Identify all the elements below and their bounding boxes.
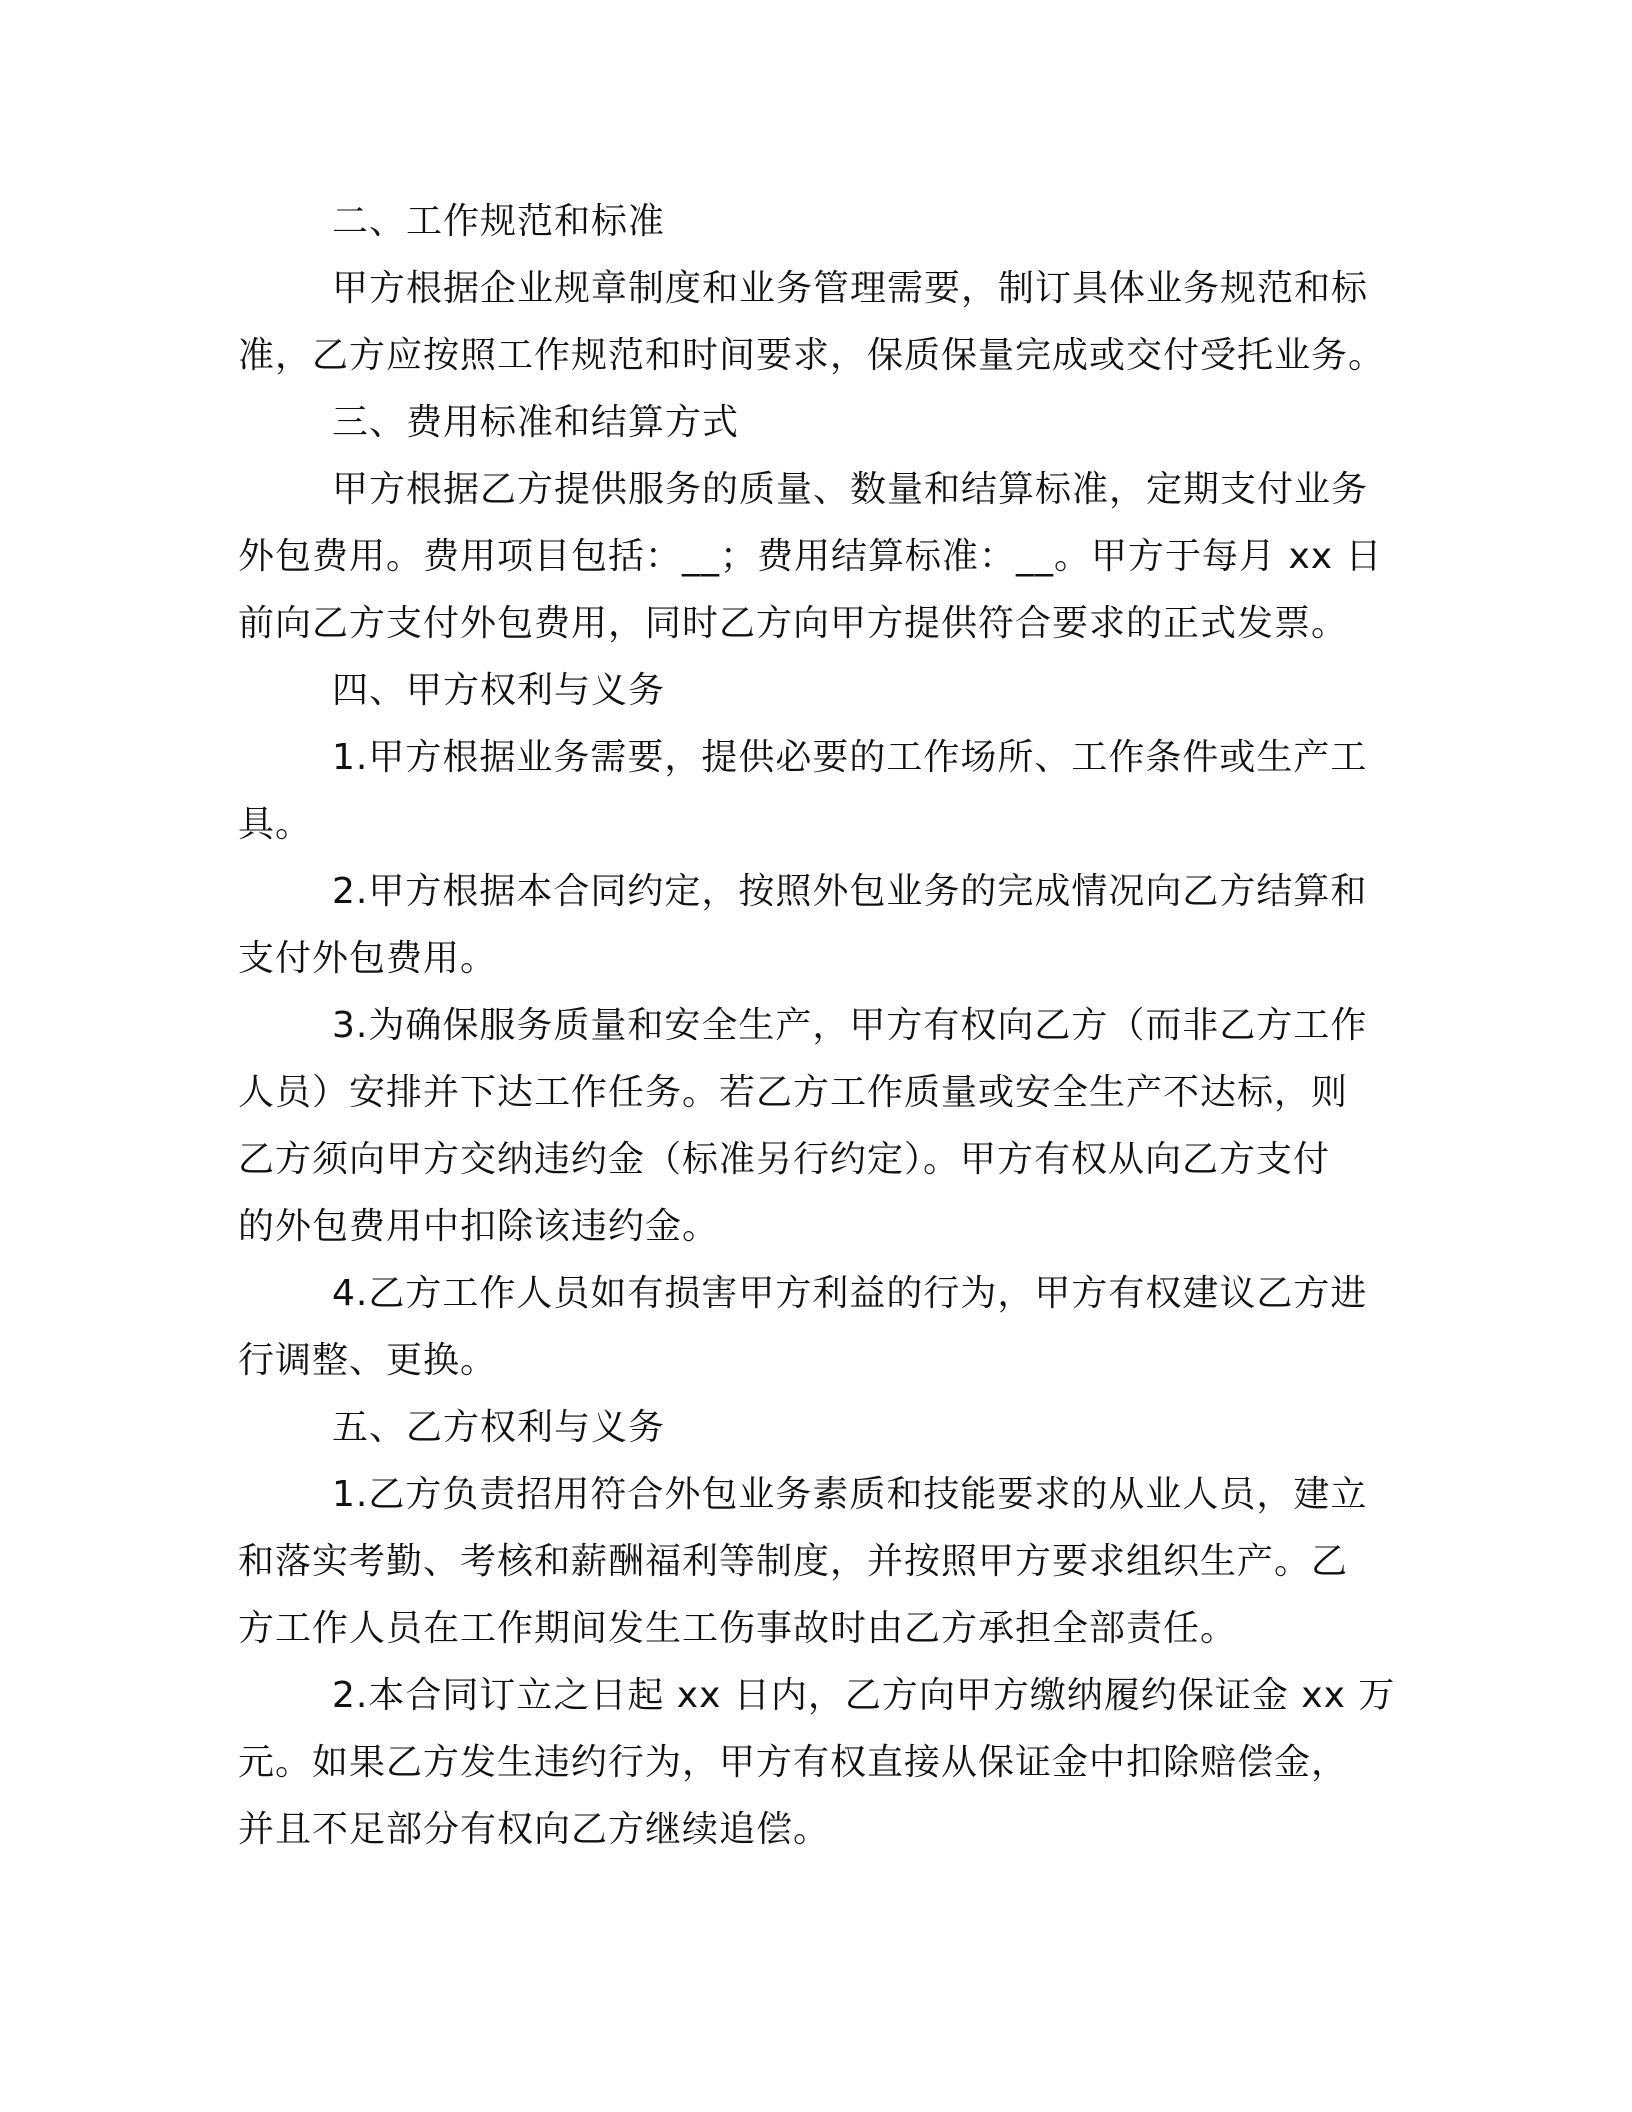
paragraph-line: 行调整、更换。 xyxy=(238,1340,498,1381)
paragraph-line: 并且不足部分有权向乙方继续追偿。 xyxy=(238,1809,831,1850)
party-a-item-2 xyxy=(238,858,1388,992)
section-heading-4 xyxy=(238,657,1388,724)
paragraph-line: 支付外包费用。 xyxy=(238,938,498,979)
paragraph-line: 人员）安排并下达工作任务。若乙方工作质量或安全生产不达标，则 xyxy=(238,1072,1349,1113)
document-content xyxy=(238,188,1396,1863)
paragraph-line: 甲方根据企业规章制度和业务管理需要，制订具体业务规范和标 xyxy=(332,268,1369,309)
section-heading-3 xyxy=(238,389,1388,456)
paragraph-line: 方工作人员在工作期间发生工伤事故时由乙方承担全部责任。 xyxy=(238,1608,1238,1649)
paragraph-line: 3.为确保服务质量和安全生产，甲方有权向乙方（而非乙方工作 xyxy=(332,1005,1368,1046)
paragraph-line: 外包费用。费用项目包括：__；费用结算标准：__。甲方于每月 xx 日 xyxy=(238,536,1383,577)
heading-line: 二、工作规范和标准 xyxy=(332,201,666,242)
party-b-item-1 xyxy=(238,1461,1388,1662)
heading-line: 四、甲方权利与义务 xyxy=(332,670,666,711)
paragraph-line: 2.甲方根据本合同约定，按照外包业务的完成情况向乙方结算和 xyxy=(332,871,1368,912)
paragraph-fee-settlement xyxy=(238,456,1388,657)
paragraph-line: 1.乙方负责招用符合外包业务素质和技能要求的从业人员，建立 xyxy=(332,1474,1368,1515)
paragraph-line: 具。 xyxy=(238,804,313,845)
paragraph-work-standards xyxy=(238,255,1388,389)
party-a-item-3 xyxy=(238,992,1388,1260)
heading-line: 三、费用标准和结算方式 xyxy=(332,402,740,443)
paragraph-line: 4.乙方工作人员如有损害甲方利益的行为，甲方有权建议乙方进 xyxy=(332,1273,1368,1314)
paragraph-line: 1.甲方根据业务需要，提供必要的工作场所、工作条件或生产工 xyxy=(332,737,1368,778)
party-a-item-4 xyxy=(238,1260,1388,1394)
party-a-item-1 xyxy=(238,724,1388,858)
paragraph-line: 准，乙方应按照工作规范和时间要求，保质保量完成或交付受托业务。 xyxy=(238,335,1386,376)
paragraph-line: 和落实考勤、考核和薪酬福利等制度，并按照甲方要求组织生产。乙 xyxy=(238,1541,1349,1582)
paragraph-line: 元。如果乙方发生违约行为，甲方有权直接从保证金中扣除赔偿金， xyxy=(238,1742,1349,1783)
heading-line: 五、乙方权利与义务 xyxy=(332,1407,666,1448)
paragraph-line: 2.本合同订立之日起 xx 日内，乙方向甲方缴纳履约保证金 xx 万 xyxy=(332,1675,1396,1716)
section-heading-2 xyxy=(238,188,1388,255)
paragraph-line: 甲方根据乙方提供服务的质量、数量和结算标准，定期支付业务 xyxy=(332,469,1369,510)
paragraph-line: 前向乙方支付外包费用，同时乙方向甲方提供符合要求的正式发票。 xyxy=(238,603,1349,644)
section-heading-5 xyxy=(238,1394,1388,1461)
party-b-item-2 xyxy=(238,1662,1396,1863)
paragraph-line: 的外包费用中扣除该违约金。 xyxy=(238,1206,720,1247)
paragraph-line: 乙方须向甲方交纳违约金（标准另行约定）。甲方有权从向乙方支付 xyxy=(238,1139,1331,1180)
